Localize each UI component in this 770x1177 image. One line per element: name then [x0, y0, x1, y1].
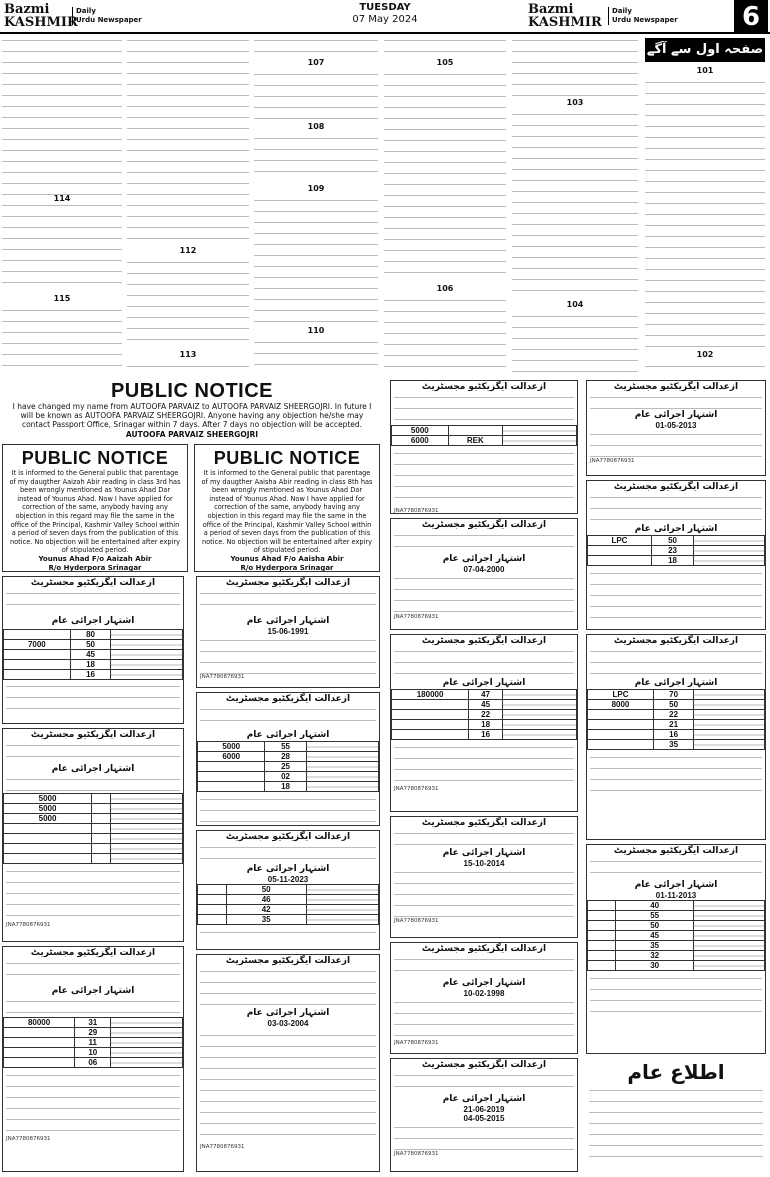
continuation-number: 110 — [307, 326, 325, 335]
table-cell: 23 — [651, 546, 693, 556]
table-cell: 45 — [616, 931, 694, 941]
table-cell: REK — [448, 436, 502, 446]
ad-table — [587, 689, 765, 750]
table-cell: 18 — [469, 720, 503, 730]
ad-text — [394, 1123, 574, 1151]
table-cell: 35 — [616, 941, 694, 951]
table-cell: 16 — [469, 730, 503, 740]
table-cell: 50 — [226, 885, 306, 895]
ad-text — [394, 531, 574, 553]
ad-date: 05-11-2023 — [267, 875, 309, 884]
news-column-2 — [127, 36, 249, 241]
table-cell: 18 — [651, 556, 693, 566]
table-cell: 25 — [265, 762, 306, 772]
ad-text — [6, 775, 180, 793]
page-header — [0, 0, 770, 34]
public-notice-right — [194, 444, 380, 572]
table-cell: 7000 — [4, 640, 71, 650]
court-ad-d3 — [586, 844, 766, 1054]
news-column-4c — [384, 296, 506, 374]
ad-text — [590, 753, 762, 799]
court-ad-c4 — [390, 942, 578, 1054]
table-cell: 21 — [653, 720, 693, 730]
ad-heading: ازعدالت ایگزیکٹیو مجسٹریٹ — [613, 382, 739, 392]
notice-title: PUBLIC NOTICE — [110, 380, 274, 402]
continuation-number: 103 — [566, 98, 584, 107]
table-cell: 32 — [616, 951, 694, 961]
ad-text — [200, 795, 376, 825]
table-cell: 31 — [75, 1018, 111, 1028]
ad-heading: ازعدالت ایگزیکٹیو مجسٹریٹ — [421, 1060, 547, 1070]
ad-subheading: اشتہار اجرائی عام — [51, 986, 135, 996]
table-cell: 02 — [265, 772, 306, 782]
ad-subheading: اشتہار اجرائی عام — [634, 678, 718, 688]
ad-reference: JNA7780876931 — [590, 458, 635, 464]
ad-text — [200, 967, 376, 1007]
ad-heading: ازعدالت ایگزیکٹیو مجسٹریٹ — [225, 694, 351, 704]
masthead-tag-right — [608, 7, 678, 25]
news-column-3b — [254, 70, 378, 120]
ad-subheading: اشتہار اجرائی عام — [442, 554, 526, 564]
table-cell: 18 — [70, 660, 111, 670]
news-column-6b — [645, 362, 765, 374]
ad-table — [197, 884, 379, 925]
ad-heading: ازعدالت ایگزیکٹیو مجسٹریٹ — [613, 482, 739, 492]
ad-reference: JNA7780876931 — [394, 1151, 439, 1157]
ad-subheading: اشتہار اجرائی عام — [442, 848, 526, 858]
court-ad-d1 — [586, 480, 766, 630]
table-cell: 42 — [226, 905, 306, 915]
news-column-1b — [2, 234, 122, 292]
ad-heading: ازعدالت ایگزیکٹیو مجسٹریٹ — [421, 636, 547, 646]
ad-reference: JNA7780876931 — [6, 922, 51, 928]
notice-signature-2: R/o Hyderpora Srinagar — [240, 563, 334, 572]
notice-title: PUBLIC NOTICE — [21, 448, 169, 468]
ad-text — [200, 1031, 376, 1141]
ad-text — [394, 955, 574, 977]
continuation-number: 101 — [696, 66, 714, 75]
ad-text — [394, 574, 574, 614]
brand-name-left-2: KASHMIR — [4, 15, 78, 30]
news-column-4a — [384, 36, 506, 56]
table-cell: 5000 — [392, 426, 449, 436]
ad-text — [200, 705, 376, 729]
ad-table — [391, 425, 577, 446]
ad-reference: JNA7780876931 — [394, 508, 439, 514]
ad-text — [394, 998, 574, 1040]
continuation-number: 102 — [696, 350, 714, 359]
table-cell: 06 — [75, 1058, 111, 1068]
ad-table — [3, 793, 183, 864]
section-title: صفحہ اول سے آگے — [645, 38, 765, 62]
ad-text — [394, 449, 574, 505]
public-announcement — [586, 1058, 766, 1172]
masthead-left — [4, 3, 78, 29]
ad-text — [6, 1071, 180, 1133]
table-cell: 50 — [616, 921, 694, 931]
public-notice-main — [2, 380, 382, 440]
table-cell: 5000 — [4, 794, 92, 804]
issue-date — [320, 2, 450, 26]
ad-text — [6, 589, 180, 615]
ad-text — [394, 868, 574, 918]
ad-text — [590, 569, 762, 619]
table-cell: 50 — [70, 640, 111, 650]
table-cell: 22 — [469, 710, 503, 720]
ad-reference: JNA7780876931 — [394, 1040, 439, 1046]
table-cell: 47 — [469, 690, 503, 700]
news-columns — [0, 36, 770, 376]
table-cell: 46 — [226, 895, 306, 905]
ad-text — [6, 997, 180, 1017]
ad-heading: ازعدالت ایگزیکٹیو مجسٹریٹ — [421, 818, 547, 828]
table-cell: 50 — [651, 536, 693, 546]
news-column-3d — [254, 196, 378, 324]
ad-reference: JNA7780876931 — [6, 1136, 51, 1142]
ad-text — [590, 493, 762, 523]
ad-subheading: اشتہار اجرائی عام — [442, 1094, 526, 1104]
ad-text — [6, 682, 180, 712]
ad-subheading: اشتہار اجرائی عام — [442, 978, 526, 988]
ad-table — [197, 741, 379, 792]
ad-date: 10-02-1998 — [463, 989, 505, 998]
continuation-number: 113 — [179, 350, 197, 359]
table-cell: LPC — [588, 536, 652, 546]
table-cell: 28 — [265, 752, 306, 762]
ad-text — [590, 393, 762, 409]
ad-text — [394, 1071, 574, 1093]
news-column-4b — [384, 70, 506, 282]
ad-date: 01-05-2013 — [655, 421, 697, 430]
tag-daily-right: Daily — [612, 7, 632, 15]
ad-heading: ازعدالت ایگزیکٹیو مجسٹریٹ — [30, 730, 156, 740]
ad-subheading: اشتہار اجرائی عام — [51, 764, 135, 774]
ad-subheading: اشتہار اجرائی عام — [634, 880, 718, 890]
notice-body: It is informed to the General public that parentage of my daugther Aaizah Abir reading in class 3rd has been wrongly mentioned as Younus Ahad Dar instead of Younus Ahad. Now I have applied for correction of the same, anybody having any objection in this regard may file the same in the office of the Principal, Kashmir Valley School within a period of seven days from the publication of this notice. No objection will be entertained after expiry of stipulated period. — [9, 469, 181, 555]
news-column-3a — [254, 36, 378, 56]
tag-urdu-left: Urdu Newspaper — [76, 16, 142, 24]
ad-table — [391, 689, 577, 740]
table-cell: 55 — [265, 742, 306, 752]
ad-heading: ازعدالت ایگزیکٹیو مجسٹریٹ — [421, 944, 547, 954]
court-ad-b1 — [196, 692, 380, 826]
news-column-5c — [512, 312, 638, 374]
table-cell: 50 — [653, 700, 693, 710]
court-ad-c3 — [390, 816, 578, 938]
ad-heading: ازعدالت ایگزیکٹیو مجسٹریٹ — [225, 832, 351, 842]
ad-subheading: اشتہار اجرائی عام — [442, 678, 526, 688]
ad-heading: ازعدالت ایگزیکٹیو مجسٹریٹ — [613, 846, 739, 856]
table-cell: 40 — [616, 901, 694, 911]
table-cell: 6000 — [392, 436, 449, 446]
ad-heading: ازعدالت ایگزیکٹیو مجسٹریٹ — [421, 382, 547, 392]
announcement-title: اطلاع عام — [627, 1060, 725, 1084]
table-cell: 45 — [70, 650, 111, 660]
ad-text — [394, 393, 574, 425]
page-number: 6 — [734, 0, 768, 34]
table-cell: 35 — [226, 915, 306, 925]
tag-daily-left: Daily — [76, 7, 96, 15]
ad-heading: ازعدالت ایگزیکٹیو مجسٹریٹ — [30, 578, 156, 588]
notice-signature-2: R/o Hyderpora Srinagar — [48, 563, 142, 572]
ad-text — [6, 959, 180, 985]
court-ad-c5 — [390, 1058, 578, 1172]
notice-body: It is informed to the General public that parentage of my daugther Aaisha Abir reading in class 8th has been wrongly mentioned as Younus Ahad Dar instead of Younus Ahad. Now I have applied for correction of the same, anybody having any objection in this regard may file the same in the office of the Principal, Kashmir Valley School within a period of seven days from the publication of this notice. No objection will be entertained after expiry of stipulated period. — [201, 469, 373, 555]
table-cell: 16 — [70, 670, 111, 680]
news-column-6a — [645, 78, 765, 348]
ad-subheading: اشتہار اجرائی عام — [246, 864, 330, 874]
notice-signature: AUTOOFA PARVAIZ SHEERGOJRI — [125, 430, 259, 439]
ad-heading: ازعدالت ایگزیکٹیو مجسٹریٹ — [30, 948, 156, 958]
masthead-right — [528, 3, 602, 29]
court-ad-b2 — [196, 830, 380, 950]
court-ad-c2 — [390, 634, 578, 812]
ad-text — [200, 636, 376, 674]
ad-text — [590, 430, 762, 458]
ad-text — [6, 741, 180, 763]
court-ad-c1 — [390, 380, 578, 514]
announcement-text — [589, 1086, 763, 1166]
news-column-3c — [254, 134, 378, 182]
ad-reference: JNA7780876931 — [394, 918, 439, 924]
ad-text — [394, 743, 574, 783]
table-cell: 10 — [75, 1048, 111, 1058]
news-column-3e — [254, 338, 378, 374]
brand-name-right-2: KASHMIR — [528, 15, 602, 30]
court-ad-d2 — [586, 634, 766, 840]
table-cell: 80 — [70, 630, 111, 640]
ad-heading: ازعدالت ایگزیکٹیو مجسٹریٹ — [613, 636, 739, 646]
court-ad-b0 — [196, 576, 380, 688]
issue-date-value: 07 May 2024 — [352, 14, 418, 25]
ad-table — [3, 629, 183, 680]
table-cell: 5000 — [198, 742, 265, 752]
ad-date: 07-04-2000 — [463, 565, 505, 574]
ad-text — [590, 647, 762, 677]
table-cell: 8000 — [588, 700, 654, 710]
ad-reference: JNA7780876931 — [394, 614, 439, 620]
ad-reference: JNA7780876931 — [394, 786, 439, 792]
continuation-number: 106 — [436, 284, 454, 293]
ad-date: 01-11-2013 — [655, 891, 697, 900]
ad-date: 21-06-2019 — [463, 1105, 505, 1114]
ad-text — [590, 974, 762, 1014]
news-column-5a — [512, 36, 638, 96]
table-cell: LPC — [588, 690, 654, 700]
notice-title: PUBLIC NOTICE — [213, 448, 361, 468]
table-cell: 5000 — [4, 804, 92, 814]
continuation-number: 109 — [307, 184, 325, 193]
ad-reference: JNA7780876931 — [200, 1144, 245, 1150]
issue-day: TUESDAY — [359, 2, 411, 13]
ad-table — [587, 900, 765, 971]
table-cell: 6000 — [198, 752, 265, 762]
notice-signature-1: Younus Ahad F/o Aaizah Abir — [38, 554, 152, 563]
ad-subheading: اشتہار اجرائی عام — [51, 616, 135, 626]
table-cell: 18 — [265, 782, 306, 792]
ad-subheading: اشتہار اجرائی عام — [246, 730, 330, 740]
ad-text — [6, 867, 180, 919]
table-cell: 30 — [616, 961, 694, 971]
notice-signature-1: Younus Ahad F/o Aaisha Abir — [230, 554, 344, 563]
ad-text — [394, 829, 574, 847]
news-column-1c — [2, 306, 122, 372]
table-cell: 5000 — [4, 814, 92, 824]
ad-table — [587, 535, 765, 566]
public-notice-left — [2, 444, 188, 572]
ad-heading: ازعدالت ایگزیکٹیو مجسٹریٹ — [225, 578, 351, 588]
continuation-number: 107 — [307, 58, 325, 67]
continuation-number: 112 — [179, 246, 197, 255]
table-cell: 22 — [653, 710, 693, 720]
continuation-number: 108 — [307, 122, 325, 131]
tag-urdu-right: Urdu Newspaper — [612, 16, 678, 24]
table-cell: 16 — [653, 730, 693, 740]
court-ad-c0 — [390, 518, 578, 630]
ad-date: 03-03-2004 — [267, 1019, 309, 1028]
court-ad-a2 — [2, 728, 184, 942]
continuation-number: 114 — [53, 194, 71, 203]
news-column-2b — [127, 258, 249, 348]
ad-reference: JNA7780876931 — [200, 674, 245, 680]
table-cell: 70 — [653, 690, 693, 700]
table-cell: 80000 — [4, 1018, 75, 1028]
ad-table — [3, 1017, 183, 1068]
court-ad-a1 — [2, 576, 184, 724]
continuation-number: 115 — [53, 294, 71, 303]
court-ad-b3 — [196, 954, 380, 1172]
ad-text — [200, 589, 376, 615]
ad-text — [394, 647, 574, 677]
ad-text — [200, 843, 376, 863]
ad-subheading: اشتہار اجرائی عام — [634, 410, 718, 420]
table-cell: 35 — [653, 740, 693, 750]
ad-heading: ازعدالت ایگزیکٹیو مجسٹریٹ — [421, 520, 547, 530]
court-ad-d0 — [586, 380, 766, 476]
notice-body: I have changed my name from AUTOOFA PARVAIZ to AUTOOFA PARVAIZ SHEERGOJRI. In future I will be known as AUTOOFA PARVAIZ SHEERGOJRI. Anyone having any objection he/she may contact Passport Office, Srinagar within 7 days. After 7 days no objection will be accepted. — [12, 402, 372, 429]
brand-name-right-1: Bazmi — [528, 2, 574, 17]
ad-subheading: اشتہار اجرائی عام — [246, 1008, 330, 1018]
ad-date: 04-05-2015 — [463, 1114, 505, 1123]
table-cell: 45 — [469, 700, 503, 710]
continuation-number: 104 — [566, 300, 584, 309]
brand-name-left-1: Bazmi — [4, 2, 50, 17]
masthead-tag-left — [72, 7, 142, 25]
ad-subheading: اشتہار اجرائی عام — [246, 616, 330, 626]
table-cell: 55 — [616, 911, 694, 921]
news-column-5b — [512, 110, 638, 298]
table-cell: 29 — [75, 1028, 111, 1038]
ad-text — [200, 928, 376, 942]
table-cell: 11 — [75, 1038, 111, 1048]
table-cell: 180000 — [392, 690, 469, 700]
ad-date: 15-10-2014 — [463, 859, 505, 868]
ad-text — [590, 857, 762, 879]
ad-subheading: اشتہار اجرائی عام — [634, 524, 718, 534]
ad-date: 15-06-1991 — [267, 627, 309, 636]
continuation-number: 105 — [436, 58, 454, 67]
news-column-2c — [127, 362, 249, 374]
court-ad-a3 — [2, 946, 184, 1172]
ad-heading: ازعدالت ایگزیکٹیو مجسٹریٹ — [225, 956, 351, 966]
